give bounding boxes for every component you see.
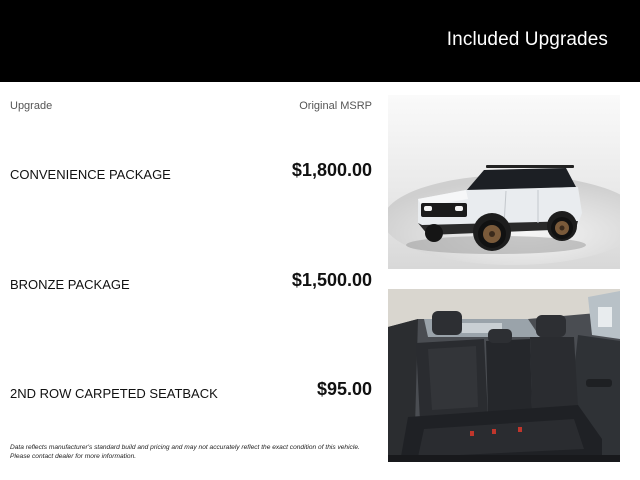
upgrade-price: $95.00: [316, 379, 372, 399]
upgrade-name: 2ND ROW CARPETED SEATBACK: [10, 386, 218, 401]
upgrade-name: CONVENIENCE PACKAGE: [10, 167, 171, 182]
upgrade-name: BRONZE PACKAGE: [10, 277, 130, 292]
suv-exterior-image: [388, 95, 620, 269]
exterior-photo: [388, 95, 620, 269]
rear-seat-image: [388, 289, 620, 462]
upgrade-price: $1,800.00: [291, 160, 372, 180]
header-bar: [0, 0, 640, 82]
disclaimer-line-2: Please contact dealer for more information.: [10, 453, 137, 460]
disclaimer: [10, 443, 380, 461]
upgrade-column-header: Upgrade: [10, 100, 53, 112]
disclaimer-line-1: Data reflects manufacturer's standard build and pricing and may not accurately reflect the exact condition of this vehicle.: [10, 444, 360, 451]
msrp-column-header: Original MSRP: [299, 100, 372, 112]
interior-photo: [388, 289, 620, 462]
page-title: Included Upgrades: [446, 29, 608, 50]
upgrade-price: $1,500.00: [291, 270, 372, 290]
